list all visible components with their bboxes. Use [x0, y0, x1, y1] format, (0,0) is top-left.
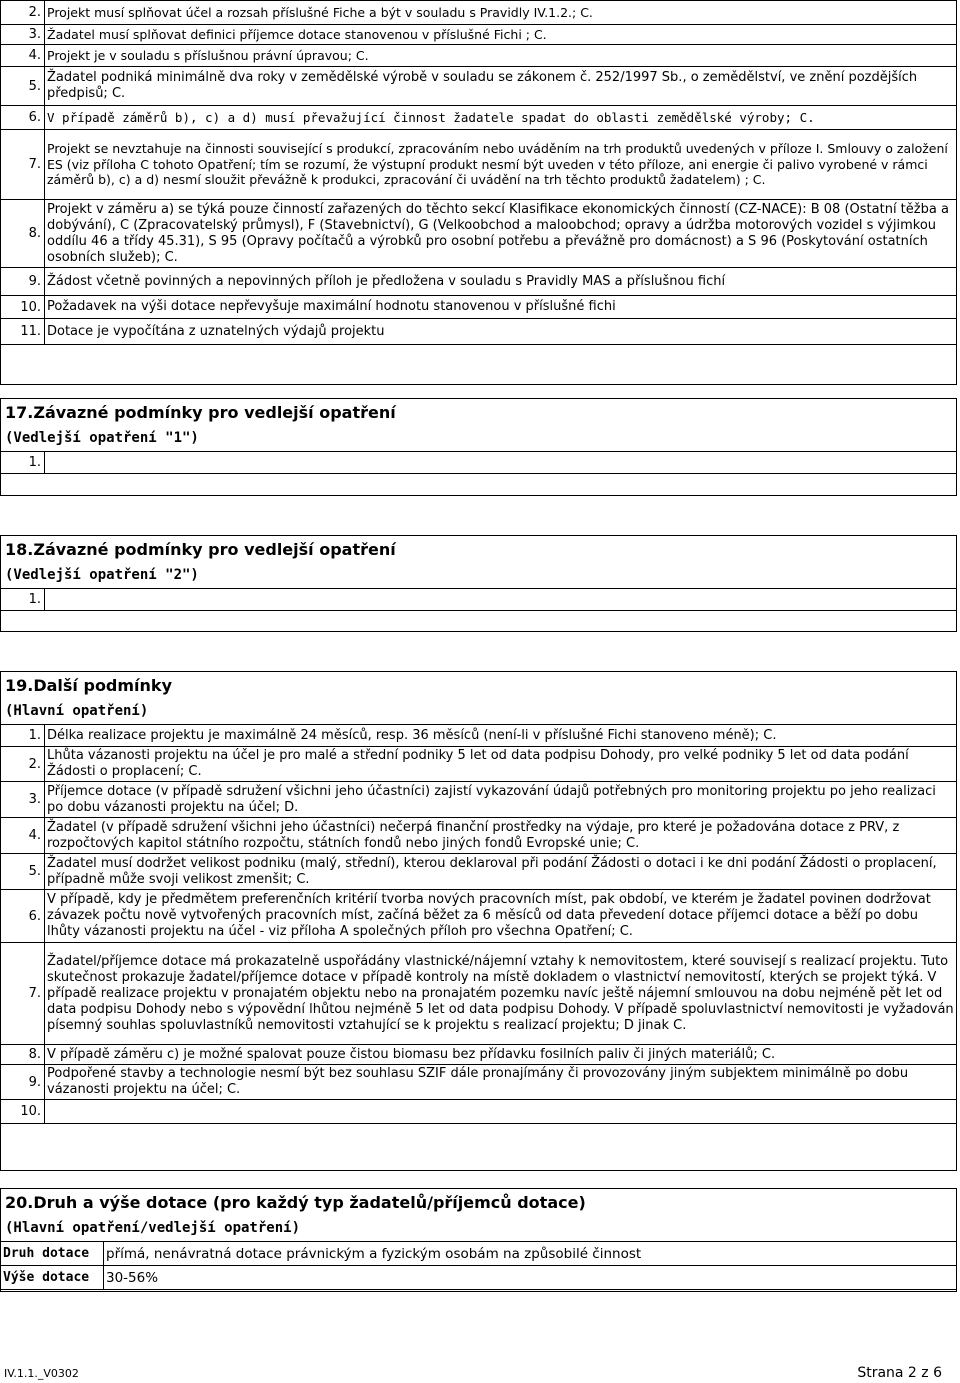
list-item-number: 6.: [1, 106, 45, 130]
list-item-text: Příjemce dotace (v případě sdružení všichni jeho účastníci) zajistí vykazování údajů potřebných pro monitoring projektu po jeho realizaci po dobu vázanosti projektu na účel; D.: [45, 782, 957, 818]
list-item-number: 1.: [1, 589, 45, 611]
list-item-number: 5.: [1, 67, 45, 106]
list-item-text: [45, 589, 957, 611]
section-20: [0, 1188, 957, 1292]
list-item-number: 7.: [1, 130, 45, 200]
section-subtitle: (Hlavní opatření): [5, 703, 149, 719]
section-18: [0, 535, 957, 632]
list-item-text: [45, 452, 957, 474]
list-item-text: Žádost včetně povinných a nepovinných příloh je předložena v souladu s Pravidly MAS a příslušnou fichí: [45, 268, 957, 296]
list-item-text: Žadatel/příjemce dotace má prokazatelně uspořádány vlastnické/nájemní vztahy k nemovitostem, které souvisejí s realizací projektu. Tuto skutečnost prokazuje žadatel/příjemce dotace v případě kontroly na místě dokladem o vlastnictví nemovitostí, kterých se projekt týká. V případě realizace projektu v pronajatém objektu nebo na pronajatém pozemku navíc ještě nájemní smlouvou na dobu nejméně pět let od data podpisu Dohody nebo s výpovědní lhůtou nejméně 5 let od data podpisu Dohody. V případě spoluvlastnictví nemovitosti je vyžadován písemný souhlas spoluvlastníků nemovitosti vztahující se k projektu s realizací projektu; D jinak C.: [45, 943, 957, 1045]
list-item-text: Žadatel podniká minimálně dva roky v zemědělské výrobě v souladu se zákonem č. 252/1997 Sb., o zemědělství, ve znění pozdějších předpisů; C.: [45, 67, 957, 106]
list-item-number: 8.: [1, 200, 45, 268]
list-item-text: Projekt se nevztahuje na činnosti související s produkcí, zpracováním nebo uváděním na trh produktů uvedených v příloze I. Smlouvy o založení ES (viz příloha C tohoto Opatření; tím se rozumí, že výstupní produkt nesmí být uveden v této příloze, ani energie či palivo vyrobené v rámci záměrů b), c) a d) nesmí sloužit převážně k produkci, zpracování či uvádění na trh těchto produktů žadatelem) ; C.: [45, 130, 957, 200]
list-item-text: Projekt je v souladu s příslušnou právní úpravou; C.: [45, 45, 957, 67]
list-item-number: 5.: [1, 854, 45, 890]
list-item-number: 9.: [1, 268, 45, 296]
section-title: 18.Závazné podmínky pro vedlejší opatření: [5, 540, 396, 559]
list-item-number: 4.: [1, 45, 45, 67]
list-item-number: 3.: [1, 782, 45, 818]
list-item-number: 2.: [1, 1, 45, 25]
subsidy-amount-value: 30-56%: [104, 1266, 957, 1290]
list-item-number: 11.: [1, 319, 45, 345]
list-item-number: 10.: [1, 1100, 45, 1124]
list-item-text: V případě, kdy je předmětem preferenčních kritérií tvorba nových pracovních míst, pak období, ve kterém je žadatel povinen dodržovat závazek počtu nově vytvořených pracovních míst, začíná běžet za 6 měsíců od data převedení dotace příjemci dotace a běží po dobu lhůty vázanosti projektu na účel - viz příloha A společných příloh pro všechna Opatření; C.: [45, 890, 957, 943]
section-subtitle: (Vedlejší opatření "2"): [5, 567, 199, 583]
list-item-number: 8.: [1, 1045, 45, 1065]
list-item-text: Projekt v záměru a) se týká pouze činností zařazených do těchto sekcí Klasifikace ekonomických činností (CZ-NACE): B 08 (Ostatní těžba a dobývání), C (Zpracovatelský průmysl), F (Stavebnictví), G (Velkoobchod a maloobchod; opravy a údržba motorových vozidel s výjimkou oddílu 46 a třídy 45.31), S 95 (Opravy počítačů a výrobků pro osobní potřebu a převážně pro domácnost) a S 96 (Poskytování ostatních osobních služeb); C.: [45, 200, 957, 268]
empty-row: [0, 345, 957, 385]
list-item-text: Žadatel (v případě sdružení všichni jeho účastníci) nečerpá finanční prostředky na výdaje, pro které je požadována dotace z PRV, z rozpočtových kapitol státního rozpočtu, státních fondů nebo jiných fondů Evropské unie; C.: [45, 818, 957, 854]
section-title: 19.Další podmínky: [5, 676, 172, 695]
list-item-text: [45, 1100, 957, 1124]
list-item-text: Dotace je vypočítána z uznatelných výdajů projektu: [45, 319, 957, 345]
list-item-text: Požadavek na výši dotace nepřevyšuje maximální hodnotu stanovenou v příslušné fichi: [45, 296, 957, 319]
page-number: Strana 2 z 6: [857, 1365, 942, 1381]
subsidy-type-label: Druh dotace: [1, 1242, 104, 1266]
list-item-text: V případě záměru c) je možné spalovat pouze čistou biomasu bez přídavku fosilních paliv či jiných materiálů; C.: [45, 1045, 957, 1065]
list-item-text: V případě záměrů b), c) a d) musí převažující činnost žadatele spadat do oblasti zemědělské výroby; C.: [45, 106, 957, 130]
list-item-text: Žadatel musí splňovat definici příjemce dotace stanovenou v příslušné Fichi ; C.: [45, 25, 957, 45]
subsidy-type-value: přímá, nenávratná dotace právnickým a fyzickým osobám na způsobilé činnost: [104, 1242, 957, 1266]
list-item-number: 2.: [1, 747, 45, 782]
document-code: IV.1.1._V0302: [4, 1367, 79, 1380]
section-title: 20.Druh a výše dotace (pro každý typ žadatelů/příjemců dotace): [5, 1193, 586, 1212]
list-item-number: 1.: [1, 725, 45, 747]
list-item-number: 1.: [1, 452, 45, 474]
list-item-number: 4.: [1, 818, 45, 854]
subsidy-amount-label: Výše dotace: [1, 1266, 104, 1290]
list-item-text: Lhůta vázanosti projektu na účel je pro malé a střední podniky 5 let od data podpisu Dohody, pro velké podniky 5 let od data podání Žádosti o proplacení; C.: [45, 747, 957, 782]
list-item-number: 9.: [1, 1065, 45, 1100]
list-item-text: Podpořené stavby a technologie nesmí být bez souhlasu SZIF dále pronajímány či provozovány jiným subjektem minimálně po dobu vázanosti projektu na účel; C.: [45, 1065, 957, 1100]
list-item-number: 7.: [1, 943, 45, 1045]
conditions-list: [0, 0, 957, 385]
section-title: 17.Závazné podmínky pro vedlejší opatření: [5, 403, 396, 422]
section-subtitle: (Hlavní opatření/vedlejší opatření): [5, 1220, 301, 1236]
list-item-text: Projekt musí splňovat účel a rozsah příslušné Fiche a být v souladu s Pravidly IV.1.2.; C.: [45, 1, 957, 25]
list-item-number: 3.: [1, 25, 45, 45]
list-item-text: Délka realizace projektu je maximálně 24 měsíců, resp. 36 měsíců (není-li v příslušné Fichi stanoveno méně); C.: [45, 725, 957, 747]
section-subtitle: (Vedlejší opatření "1"): [5, 430, 199, 446]
section-19: [0, 671, 957, 1171]
list-item-number: 10.: [1, 296, 45, 319]
list-item-text: Žadatel musí dodržet velikost podniku (malý, střední), kterou deklaroval při podání Žádosti o dotaci i ke dni podání Žádosti o proplacení, případně může svoji velikost zmenšit; C.: [45, 854, 957, 890]
section-17: [0, 398, 957, 496]
list-item-number: 6.: [1, 890, 45, 943]
